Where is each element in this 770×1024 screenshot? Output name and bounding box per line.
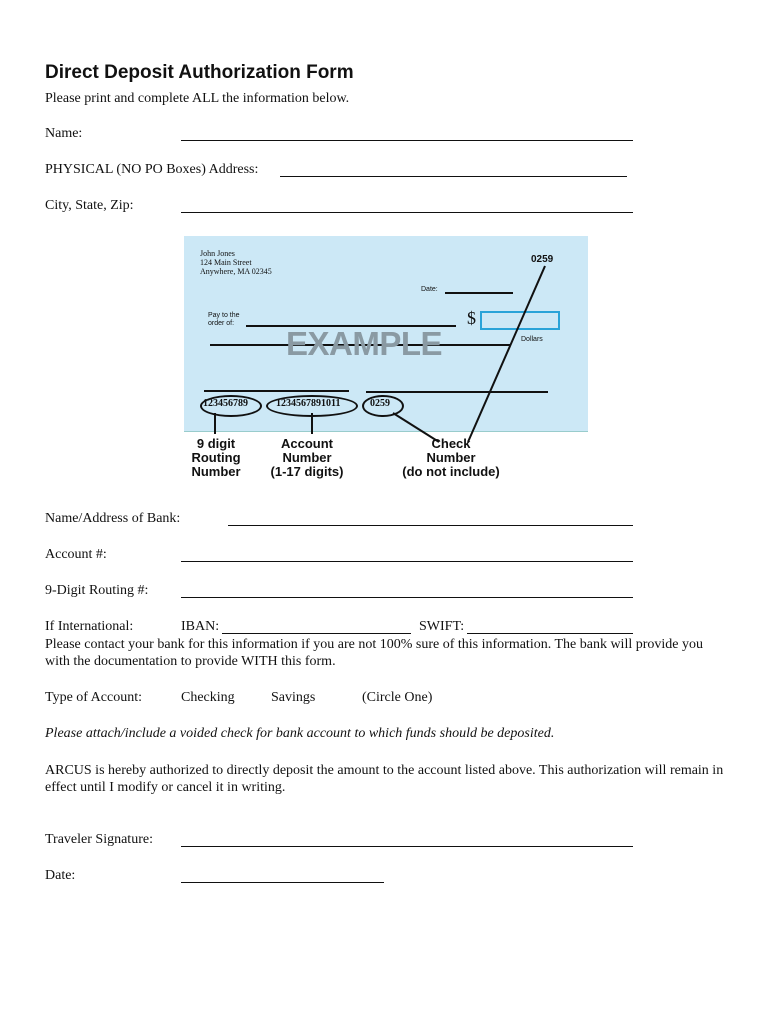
check-number-micr: 0259 [370, 398, 390, 409]
check-pointer-lines [184, 236, 588, 446]
account-caption [262, 437, 352, 479]
check-payer-name: John Jones [200, 249, 235, 258]
date-field[interactable] [181, 882, 384, 883]
account-caption-line: Number [282, 450, 332, 465]
routing-caption-line: Routing [191, 450, 241, 465]
swift-field[interactable] [467, 633, 633, 634]
authorization-statement: ARCUS is hereby authorized to directly deposit the amount to the account listed above. This authorization will remain in effect until I modify or cancel it in writing. [45, 763, 724, 795]
circle-one-hint: (Circle One) [362, 690, 433, 705]
account-type-label: Type of Account: [45, 690, 142, 705]
signature-label: Traveler Signature: [45, 832, 153, 847]
account-label: Account #: [45, 547, 107, 562]
check-caption-line: Number [426, 450, 476, 465]
signature-field[interactable] [181, 846, 633, 847]
routing-caption [181, 437, 251, 479]
bank-field[interactable] [228, 525, 633, 526]
routing-caption-line: Number [191, 464, 241, 479]
voided-check-note: Please attach/include a voided check for bank account to which funds should be deposited. [45, 726, 555, 741]
account-caption-line: Account [281, 436, 333, 451]
check-pay-to-line2: order of: [208, 320, 235, 327]
address-label: PHYSICAL (NO PO Boxes) Address: [45, 162, 259, 177]
name-field[interactable] [181, 140, 633, 141]
check-routing-number: 123456789 [203, 398, 248, 409]
form-title: Direct Deposit Authorization Form [45, 62, 354, 83]
city-state-zip-field[interactable] [181, 212, 633, 213]
address-field[interactable] [280, 176, 627, 177]
routing-field[interactable] [181, 597, 633, 598]
international-label: If International: [45, 619, 134, 634]
check-account-number: 1234567891011 [276, 398, 341, 409]
check-payer-city: Anywhere, MA 02345 [200, 267, 272, 276]
swift-label: SWIFT: [419, 619, 465, 634]
iban-field[interactable] [222, 633, 411, 634]
check-dollars-label: Dollars [521, 336, 543, 343]
bank-label: Name/Address of Bank: [45, 511, 181, 526]
checking-option[interactable]: Checking [181, 690, 235, 705]
international-note: Please contact your bank for this information if you are not 100% sure of this information. The bank will provide you with the documentation to provide WITH this form. [45, 637, 703, 669]
city-state-zip-label: City, State, Zip: [45, 198, 134, 213]
check-number-top: 0259 [531, 254, 554, 265]
routing-label: 9-Digit Routing #: [45, 583, 149, 598]
account-caption-line: (1-17 digits) [270, 464, 344, 479]
check-dollar-sign: $ [467, 308, 476, 328]
check-caption-line: (do not include) [402, 464, 500, 479]
date-label: Date: [45, 868, 76, 883]
account-field[interactable] [181, 561, 633, 562]
check-pay-to-line1: Pay to the [208, 312, 240, 319]
check-number-caption [398, 437, 504, 479]
check-example-watermark: EXAMPLE [286, 325, 443, 362]
check-payer-street: 124 Main Street [200, 258, 252, 267]
check-number-pointer [468, 266, 545, 442]
savings-option[interactable]: Savings [271, 690, 316, 705]
routing-caption-line: 9 digit [196, 436, 236, 451]
check-date-label: Date: [421, 286, 438, 293]
form-instructions: Please print and complete ALL the information below. [45, 91, 350, 106]
check-caption-line: Check [431, 436, 471, 451]
name-label: Name: [45, 126, 83, 141]
iban-label: IBAN: [181, 619, 220, 634]
